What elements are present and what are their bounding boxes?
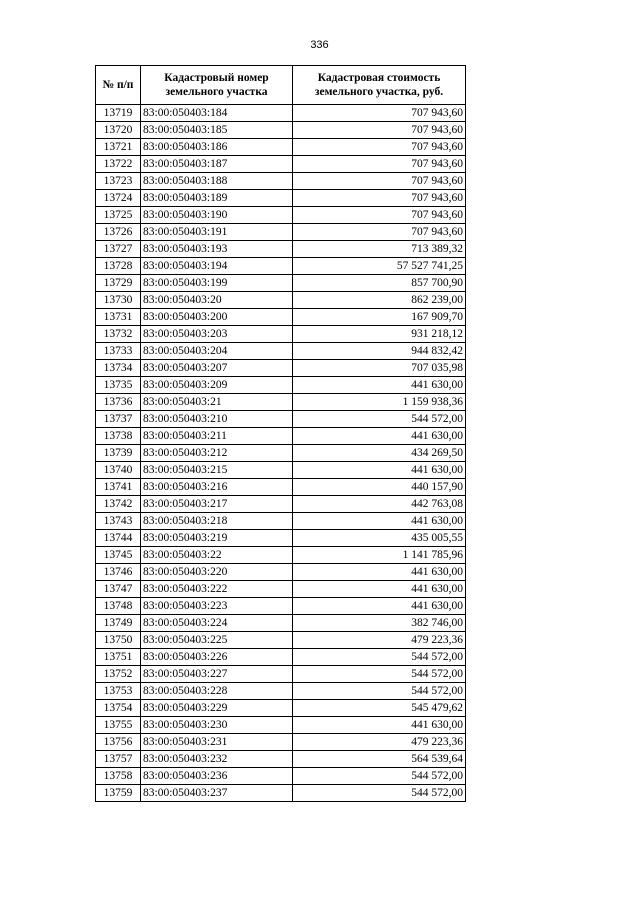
cadastral-number-cell: 83:00:050403:215: [141, 462, 293, 479]
cadastral-cost-cell: 564 539,64: [293, 751, 466, 768]
cadastral-cost-cell: 544 572,00: [293, 666, 466, 683]
table-row: [96, 479, 466, 496]
column-header-cadastral-cost-line1: Кадастровая стоимость: [317, 72, 441, 84]
row-number-cell: 13753: [96, 683, 141, 700]
cadastral-cost-cell: 862 239,00: [293, 292, 466, 309]
row-number-cell: 13739: [96, 445, 141, 462]
cadastral-cost-cell: 382 746,00: [293, 615, 466, 632]
cadastral-number-cell: 83:00:050403:227: [141, 666, 293, 683]
table-row: [96, 428, 466, 445]
row-number-cell: 13734: [96, 360, 141, 377]
row-number-cell: 13746: [96, 564, 141, 581]
cadastral-cost-cell: 441 630,00: [293, 581, 466, 598]
row-number-cell: 13750: [96, 632, 141, 649]
row-number-cell: 13749: [96, 615, 141, 632]
column-header-cadastral-cost: [293, 66, 466, 105]
cadastral-cost-cell: 441 630,00: [293, 462, 466, 479]
column-header-cadastral-number: [141, 66, 293, 105]
row-number-cell: 13731: [96, 309, 141, 326]
cadastral-cost-cell: 479 223,36: [293, 734, 466, 751]
table-row: [96, 105, 466, 122]
cadastral-number-cell: 83:00:050403:230: [141, 717, 293, 734]
cadastral-number-cell: 83:00:050403:209: [141, 377, 293, 394]
table-row: [96, 241, 466, 258]
cadastral-number-cell: 83:00:050403:22: [141, 547, 293, 564]
cadastral-cost-cell: 707 943,60: [293, 105, 466, 122]
row-number-cell: 13742: [96, 496, 141, 513]
table-row: [96, 547, 466, 564]
table-row: [96, 581, 466, 598]
cadastral-number-cell: 83:00:050403:225: [141, 632, 293, 649]
row-number-cell: 13726: [96, 224, 141, 241]
table-row: [96, 224, 466, 241]
cadastral-cost-cell: 545 479,62: [293, 700, 466, 717]
cadastral-number-cell: 83:00:050403:207: [141, 360, 293, 377]
cadastral-number-cell: 83:00:050403:226: [141, 649, 293, 666]
table-row: [96, 139, 466, 156]
cadastral-cost-cell: 434 269,50: [293, 445, 466, 462]
table-row: [96, 598, 466, 615]
cadastral-number-cell: 83:00:050403:194: [141, 258, 293, 275]
cadastral-cost-cell: 441 630,00: [293, 377, 466, 394]
row-number-cell: 13741: [96, 479, 141, 496]
row-number-cell: 13722: [96, 156, 141, 173]
cadastral-number-cell: 83:00:050403:199: [141, 275, 293, 292]
cadastral-number-cell: 83:00:050403:232: [141, 751, 293, 768]
cadastral-cost-cell: 479 223,36: [293, 632, 466, 649]
row-number-cell: 13729: [96, 275, 141, 292]
row-number-cell: 13719: [96, 105, 141, 122]
row-number-cell: 13720: [96, 122, 141, 139]
column-header-number-label: № п/п: [102, 79, 134, 91]
table-row: [96, 615, 466, 632]
table-row: [96, 785, 466, 802]
cadastral-cost-cell: 441 630,00: [293, 717, 466, 734]
table-row: [96, 275, 466, 292]
cadastral-number-cell: 83:00:050403:184: [141, 105, 293, 122]
table-row: [96, 343, 466, 360]
cadastral-number-cell: 83:00:050403:186: [141, 139, 293, 156]
row-number-cell: 13737: [96, 411, 141, 428]
cadastral-number-cell: 83:00:050403:224: [141, 615, 293, 632]
cadastral-cost-cell: 435 005,55: [293, 530, 466, 547]
row-number-cell: 13723: [96, 173, 141, 190]
cadastral-cost-cell: 442 763,08: [293, 496, 466, 513]
cadastral-cost-cell: 1 159 938,36: [293, 394, 466, 411]
table-row: [96, 666, 466, 683]
cadastral-cost-cell: 441 630,00: [293, 564, 466, 581]
cadastral-cost-cell: 544 572,00: [293, 768, 466, 785]
cadastral-cost-cell: 167 909,70: [293, 309, 466, 326]
cadastral-cost-cell: 441 630,00: [293, 598, 466, 615]
table-row: [96, 292, 466, 309]
cadastral-number-cell: 83:00:050403:190: [141, 207, 293, 224]
cadastral-cost-cell: 544 572,00: [293, 411, 466, 428]
cadastral-cost-cell: 441 630,00: [293, 428, 466, 445]
cadastral-number-cell: 83:00:050403:189: [141, 190, 293, 207]
table-row: [96, 530, 466, 547]
cadastral-number-cell: 83:00:050403:212: [141, 445, 293, 462]
cadastral-cost-cell: 707 943,60: [293, 190, 466, 207]
table-header: [96, 66, 466, 105]
cadastral-number-cell: 83:00:050403:200: [141, 309, 293, 326]
cadastral-cost-cell: 713 389,32: [293, 241, 466, 258]
table-row: [96, 156, 466, 173]
table-row: [96, 445, 466, 462]
cadastral-cost-cell: 707 943,60: [293, 139, 466, 156]
column-header-cadastral-number-line2: земельного участка: [165, 86, 268, 98]
table-row: [96, 258, 466, 275]
table-row: [96, 683, 466, 700]
cadastral-number-cell: 83:00:050403:185: [141, 122, 293, 139]
table-row: [96, 632, 466, 649]
table-row: [96, 496, 466, 513]
cadastral-number-cell: 83:00:050403:228: [141, 683, 293, 700]
cadastral-cost-cell: 707 943,60: [293, 173, 466, 190]
table-row: [96, 377, 466, 394]
cadastral-cost-cell: 707 035,98: [293, 360, 466, 377]
row-number-cell: 13752: [96, 666, 141, 683]
table-row: [96, 207, 466, 224]
cadastral-number-cell: 83:00:050403:187: [141, 156, 293, 173]
table-row: [96, 513, 466, 530]
row-number-cell: 13732: [96, 326, 141, 343]
cadastral-number-cell: 83:00:050403:193: [141, 241, 293, 258]
table-row: [96, 411, 466, 428]
table-row: [96, 190, 466, 207]
table-row: [96, 751, 466, 768]
row-number-cell: 13727: [96, 241, 141, 258]
row-number-cell: 13730: [96, 292, 141, 309]
row-number-cell: 13725: [96, 207, 141, 224]
row-number-cell: 13755: [96, 717, 141, 734]
cadastral-cost-cell: 544 572,00: [293, 683, 466, 700]
cadastral-cost-cell: 707 943,60: [293, 122, 466, 139]
cadastral-number-cell: 83:00:050403:191: [141, 224, 293, 241]
cadastral-cost-cell: 707 943,60: [293, 156, 466, 173]
cadastral-number-cell: 83:00:050403:204: [141, 343, 293, 360]
cadastral-cost-cell: 544 572,00: [293, 649, 466, 666]
cadastral-number-cell: 83:00:050403:220: [141, 564, 293, 581]
cadastral-number-cell: 83:00:050403:203: [141, 326, 293, 343]
cadastral-value-table: [95, 65, 466, 802]
row-number-cell: 13728: [96, 258, 141, 275]
cadastral-cost-cell: 857 700,90: [293, 275, 466, 292]
row-number-cell: 13756: [96, 734, 141, 751]
row-number-cell: 13735: [96, 377, 141, 394]
table-row: [96, 309, 466, 326]
row-number-cell: 13738: [96, 428, 141, 445]
table-row: [96, 122, 466, 139]
cadastral-number-cell: 83:00:050403:237: [141, 785, 293, 802]
row-number-cell: 13751: [96, 649, 141, 666]
row-number-cell: 13740: [96, 462, 141, 479]
cadastral-cost-cell: 931 218,12: [293, 326, 466, 343]
cadastral-cost-cell: 707 943,60: [293, 224, 466, 241]
cadastral-cost-cell: 440 157,90: [293, 479, 466, 496]
table-row: [96, 326, 466, 343]
header-row: [96, 66, 466, 105]
row-number-cell: 13724: [96, 190, 141, 207]
cadastral-cost-cell: 544 572,00: [293, 785, 466, 802]
cadastral-cost-cell: 441 630,00: [293, 513, 466, 530]
cadastral-number-cell: 83:00:050403:210: [141, 411, 293, 428]
table-row: [96, 768, 466, 785]
row-number-cell: 13754: [96, 700, 141, 717]
row-number-cell: 13744: [96, 530, 141, 547]
table-row: [96, 360, 466, 377]
cadastral-number-cell: 83:00:050403:21: [141, 394, 293, 411]
cadastral-cost-cell: 57 527 741,25: [293, 258, 466, 275]
column-header-cadastral-number-line1: Кадастровый номер: [164, 72, 269, 84]
row-number-cell: 13745: [96, 547, 141, 564]
table-row: [96, 462, 466, 479]
table-row: [96, 700, 466, 717]
row-number-cell: 13733: [96, 343, 141, 360]
row-number-cell: 13757: [96, 751, 141, 768]
column-header-number: [96, 66, 141, 105]
cadastral-number-cell: 83:00:050403:216: [141, 479, 293, 496]
table-row: [96, 717, 466, 734]
row-number-cell: 13743: [96, 513, 141, 530]
cadastral-number-cell: 83:00:050403:223: [141, 598, 293, 615]
page-number: 336: [310, 39, 329, 51]
table-row: [96, 649, 466, 666]
cadastral-number-cell: 83:00:050403:231: [141, 734, 293, 751]
row-number-cell: 13759: [96, 785, 141, 802]
cadastral-cost-cell: 944 832,42: [293, 343, 466, 360]
row-number-cell: 13747: [96, 581, 141, 598]
table-row: [96, 734, 466, 751]
table-row: [96, 564, 466, 581]
cadastral-number-cell: 83:00:050403:217: [141, 496, 293, 513]
table-row: [96, 173, 466, 190]
cadastral-cost-cell: 707 943,60: [293, 207, 466, 224]
row-number-cell: 13736: [96, 394, 141, 411]
cadastral-number-cell: 83:00:050403:211: [141, 428, 293, 445]
cadastral-number-cell: 83:00:050403:236: [141, 768, 293, 785]
table-body: [96, 105, 466, 802]
cadastral-number-cell: 83:00:050403:219: [141, 530, 293, 547]
row-number-cell: 13748: [96, 598, 141, 615]
cadastral-number-cell: 83:00:050403:218: [141, 513, 293, 530]
table-row: [96, 394, 466, 411]
row-number-cell: 13721: [96, 139, 141, 156]
column-header-cadastral-cost-line2: земельного участка, руб.: [314, 86, 444, 98]
cadastral-number-cell: 83:00:050403:20: [141, 292, 293, 309]
row-number-cell: 13758: [96, 768, 141, 785]
cadastral-number-cell: 83:00:050403:222: [141, 581, 293, 598]
cadastral-cost-cell: 1 141 785,96: [293, 547, 466, 564]
cadastral-number-cell: 83:00:050403:229: [141, 700, 293, 717]
cadastral-number-cell: 83:00:050403:188: [141, 173, 293, 190]
